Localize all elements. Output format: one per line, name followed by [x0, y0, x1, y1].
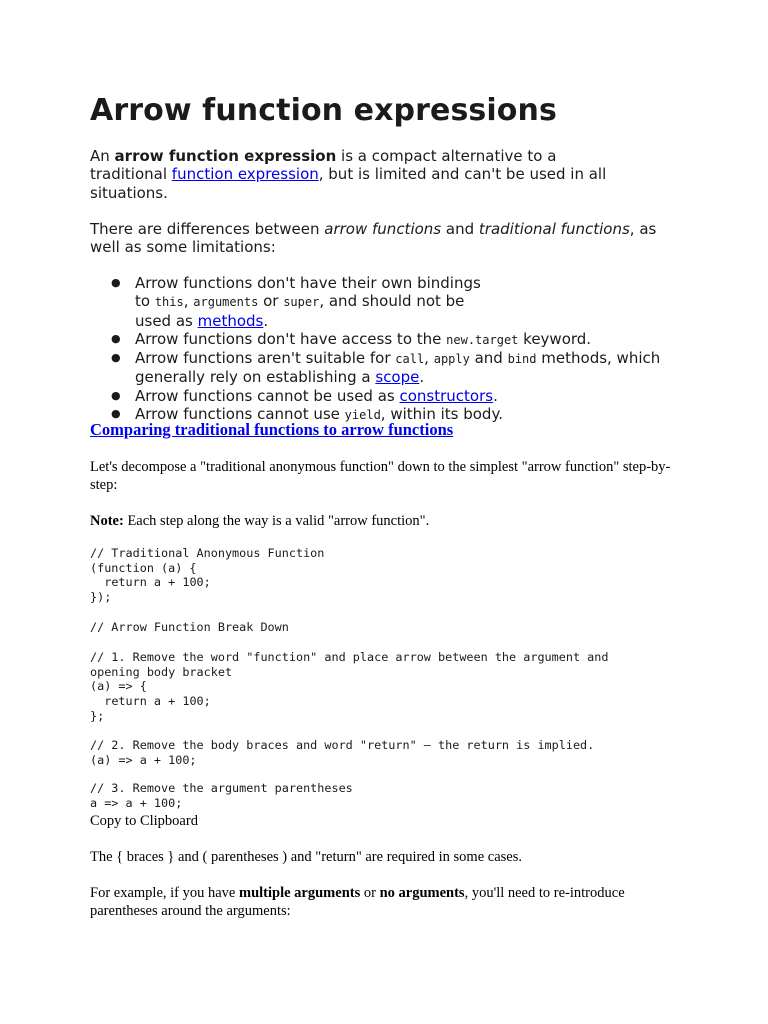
braces-paragraph: The { braces } and ( parentheses ) and "return" are required in some cases. — [90, 849, 522, 865]
list-item — [90, 330, 680, 349]
methods-link[interactable]: methods — [197, 311, 264, 330]
differences-em-traditional: traditional functions — [478, 220, 630, 238]
code-arguments: arguments — [193, 295, 259, 310]
list-item-text: , and should not be used as — [135, 292, 465, 330]
bullet-icon: ● — [111, 407, 121, 421]
differences-paragraph — [90, 220, 675, 257]
code-bind: bind — [507, 352, 537, 367]
differences-em-arrow: arrow functions — [324, 220, 442, 238]
intro-suffix: , but is limited and can't be used in all situations. — [90, 165, 607, 202]
bullet-icon: ● — [111, 331, 121, 345]
code-block-breakdown-heading: // Arrow Function Break Down — [90, 620, 289, 634]
function-expression-link[interactable]: function expression — [171, 165, 319, 184]
list-item-text: . — [263, 311, 269, 330]
list-item-text: keyword. — [518, 329, 592, 348]
list-item-text: , within its body. — [380, 405, 503, 424]
list-item — [90, 274, 495, 330]
copy-to-clipboard-button[interactable]: Copy to Clipboard — [90, 813, 198, 829]
code-apply: apply — [433, 352, 470, 367]
bullet-icon: ● — [111, 351, 121, 365]
list-item-text: or — [258, 292, 284, 311]
example-suffix: , you'll need to re-introduce parentheses around the arguments: — [90, 885, 625, 919]
code-this: this — [154, 295, 184, 310]
example-bold-multiple: multiple arguments — [239, 885, 361, 901]
intro-middle: is a compact alternative to a traditional — [90, 147, 557, 184]
list-item-text: Arrow functions don't have access to the — [135, 329, 447, 348]
code-yield: yield — [344, 408, 381, 423]
list-item-text: Arrow functions don't have their own bindings to — [135, 274, 481, 311]
differences-prefix: There are differences between — [90, 220, 325, 238]
code-new-target: new.target — [446, 332, 519, 347]
list-item-text: and — [469, 349, 508, 368]
constructors-link[interactable]: constructors — [399, 386, 494, 405]
limitations-list — [90, 274, 680, 424]
example-prefix: For example, if you have — [90, 885, 239, 901]
list-item-text: Arrow functions aren't suitable for — [135, 349, 396, 368]
note-label: Note: — [90, 513, 124, 529]
code-block-traditional: // Traditional Anonymous Function (function (a) { return a + 100; }); — [90, 546, 325, 605]
code-block-step-2: // 2. Remove the body braces and word "return" — the return is implied. (a) => a + 100; — [90, 738, 595, 767]
bullet-icon: ● — [111, 276, 121, 289]
note-text: Each step along the way is a valid "arrow function". — [123, 513, 430, 529]
intro-prefix: An — [90, 147, 115, 165]
list-item-text: . — [419, 368, 425, 387]
intro-bold-term: arrow function expression — [114, 147, 337, 165]
intro-paragraph — [90, 147, 630, 202]
section-heading — [90, 420, 680, 440]
example-middle: or — [360, 885, 380, 901]
differences-middle: and — [441, 220, 479, 238]
bullet-icon: ● — [111, 388, 121, 402]
list-item — [90, 349, 680, 387]
code-super: super — [283, 295, 320, 310]
scope-link[interactable]: scope — [375, 368, 420, 387]
note-paragraph — [90, 512, 680, 530]
example-paragraph — [90, 884, 670, 920]
list-item-text: , — [183, 292, 194, 311]
code-call: call — [395, 352, 425, 367]
list-item-text: Arrow functions cannot use — [135, 405, 345, 424]
page-title: Arrow function expressions — [90, 93, 557, 128]
list-item-text: . — [493, 386, 498, 405]
list-item-text: , — [424, 349, 434, 368]
list-item-text: Arrow functions cannot be used as — [135, 386, 400, 405]
differences-suffix: , as well as some limitations: — [90, 220, 657, 257]
list-item-text: methods, which generally rely on establishing a — [135, 349, 661, 387]
decompose-paragraph: Let's decompose a "traditional anonymous function" down to the simplest "arrow function" step-by-step: — [90, 459, 671, 493]
code-block-step-3: // 3. Remove the argument parentheses a => a + 100; — [90, 781, 353, 810]
list-item — [90, 387, 680, 405]
comparing-functions-link[interactable]: Comparing traditional functions to arrow functions — [90, 420, 454, 439]
code-block-step-1: // 1. Remove the word "function" and place arrow between the argument and opening body bracket (a) => { return a + 100; }; — [90, 650, 609, 723]
example-bold-none: no arguments — [379, 885, 465, 901]
